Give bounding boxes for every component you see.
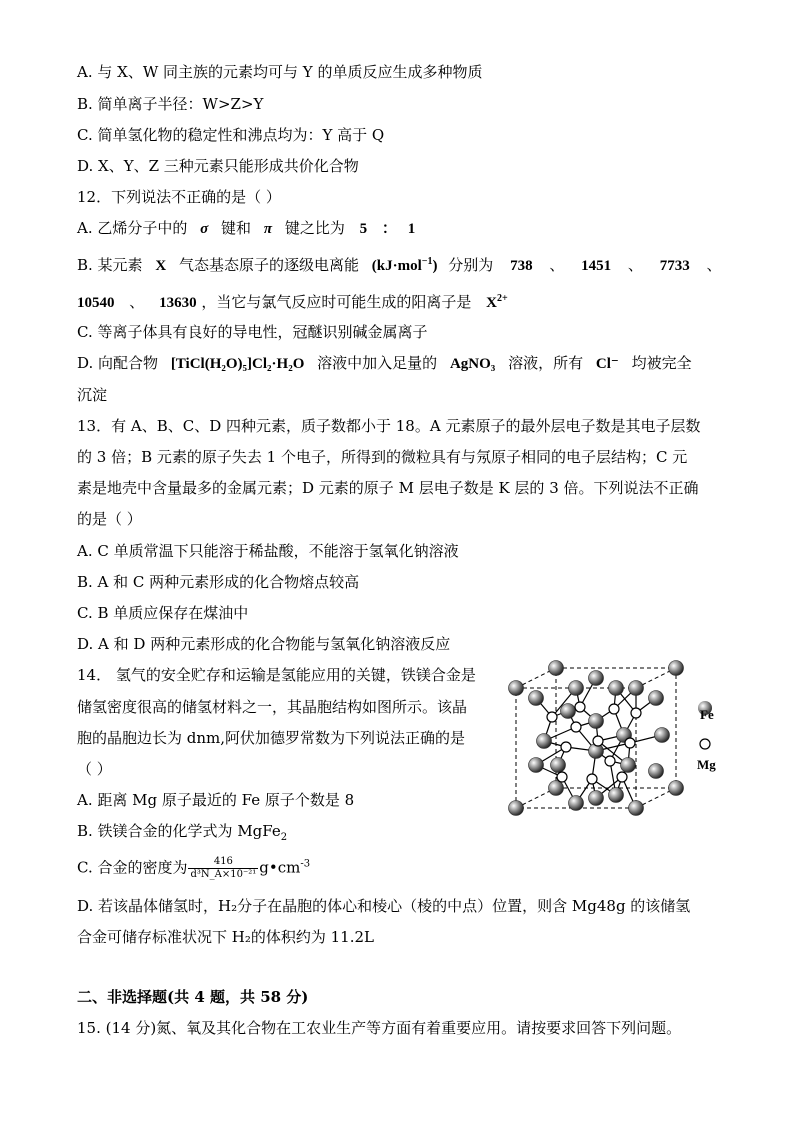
q14-option-c: C. 合金的密度为 $\frac{416}{\text{d³N\_A×10⁻²¹}}$ $g•cm^{-3}$ [77, 856, 311, 880]
q13-stem-line4: 的是（ ） [77, 510, 142, 528]
q11-option-d: D. X、Y、Z 三种元素只能形成共价化合物 [77, 157, 359, 175]
fe-atom [589, 671, 604, 686]
mg-atom [557, 772, 567, 782]
q13-option-a: A. C 单质常温下只能溶于稀盐酸，不能溶于氢氧化钠溶液 [77, 542, 459, 560]
q13-option-b: B. A 和 C 两种元素形成的化合物熔点较高 [77, 573, 360, 591]
q14-option-a: A. 距离 Mg 原子最近的 Fe 原子个数是 8 [77, 791, 355, 809]
q12-option-b-line1: B. 某元素 X 气态基态原子的逐级电离能 (kJ·mol$^{-1}$) 分别为 738 、 1451 、 7733 、 [77, 256, 722, 274]
fe-atom [569, 681, 584, 696]
fe-atom [649, 691, 664, 706]
fe-atom [561, 704, 576, 719]
q12-option-b-line2: 10540 、 13630 ，当它与氯气反应时可能生成的阳离子是 $X^{2+}$ [77, 293, 508, 311]
mg-atom [609, 704, 619, 714]
q14-option-b: B. 铁镁合金的化学式为 MgFe$_2$ [77, 822, 288, 843]
q12-option-a: A. 乙烯分子中的 σ 键和 π 键之比为 5 ： 1 [77, 219, 416, 237]
q14-stem-line2: 储氢密度很高的储氢材料之一，其晶胞结构如图所示。该晶 [77, 698, 468, 716]
fe-atom [549, 781, 564, 796]
mg-atom [617, 772, 627, 782]
sigma-symbol: σ [200, 221, 209, 237]
fe-atom [549, 661, 564, 676]
fe-atom [609, 681, 624, 696]
fe-atom [551, 758, 566, 773]
q12-stem: 12．下列说法不正确的是（ ） [77, 188, 281, 206]
fe-atom [509, 801, 524, 816]
mg-atom [605, 756, 615, 766]
fe-atom [629, 681, 644, 696]
mg-atom [587, 774, 597, 784]
crystal-cell-diagram [502, 655, 702, 825]
q13-option-d: D. A 和 D 两种元素形成的化合物能与氢氧化钠溶液反应 [77, 635, 451, 653]
fe-atom [629, 801, 644, 816]
q12-option-c: C. 等离子体具有良好的导电性，冠醚识别碱金属离子 [77, 323, 428, 341]
q13-stem-line3: 素是地壳中含量最多的金属元素；D 元素的原子 M 层电子数是 K 层的 3 倍。下列说法不正确 [77, 479, 699, 497]
fe-atom [609, 788, 624, 803]
q14-option-d-line2: 合金可储存标准状况下 H₂的体积约为 11.2L [77, 928, 374, 946]
q13-stem-line2: 的 3 倍；B 元素的原子失去 1 个电子，所得到的微粒具有与氖原子相同的电子层结构；C 元 [77, 448, 688, 466]
density-fraction: $\frac{416}{\text{d³N\_A×10⁻²¹}}$ [190, 856, 257, 880]
q11-option-a: A. 与 X、W 同主族的元素均可与 Y 的单质反应生成多种物质 [77, 63, 483, 81]
fe-atom [569, 796, 584, 811]
fe-atom [621, 758, 636, 773]
q15-stem: 15. (14 分)氮、氧及其化合物在工农业生产等方面有着重要应用。请按要求回答下列问题。 [77, 1019, 682, 1037]
mg-atom [547, 712, 557, 722]
q14-stem-line4: （ ） [77, 760, 112, 778]
q14-stem-line1: 14． 氢气的安全贮存和运输是氢能应用的关键，铁镁合金是 [77, 666, 476, 684]
fe-atom [655, 728, 670, 743]
mg-legend-label: Mg [697, 757, 716, 772]
fe-atom [529, 758, 544, 773]
fe-atom [509, 681, 524, 696]
mg-atom [561, 742, 571, 752]
mg-atom [593, 736, 603, 746]
q14-option-d-line1: D. 若该晶体储氢时，H₂分子在晶胞的体心和棱心（棱的中点）位置，则含 Mg48g 的该储氢 [77, 897, 691, 915]
pi-symbol: π [263, 221, 273, 237]
mg-legend-atom [699, 738, 711, 754]
mg-atom [575, 702, 585, 712]
fe-atom [537, 734, 552, 749]
fe-legend-label: Fe [700, 707, 714, 722]
q12-option-d-line2: 沉淀 [77, 386, 108, 404]
q12-option-d-line1: D. 向配合物 [TiCl(H₂O)₅]Cl₂·H₂O 溶液中加入足量的 AgNO₃ 溶液，所有 Cl⁻ 均被完全 [77, 354, 692, 372]
fe-atom [589, 714, 604, 729]
q11-option-b: B. 简单离子半径：W>Z>Y [77, 95, 264, 113]
mg-atom [631, 708, 641, 718]
q13-stem-line1: 13．有 A、B、C、D 四种元素，质子数都小于 18。A 元素原子的最外层电子数是其电子层数 [77, 417, 701, 435]
complex-formula: [TiCl(H₂O)₅]Cl₂·H₂O [170, 356, 305, 372]
q14-stem-line3: 胞的晶胞边长为 dnm,阿伏加德罗常数为下列说法正确的是 [77, 729, 466, 747]
mg-atom [625, 738, 635, 748]
fe-atom [529, 691, 544, 706]
section-heading: 二、非选择题(共 4 题，共 58 分) [77, 988, 309, 1006]
fe-atom [649, 764, 664, 779]
q13-option-c: C. B 单质应保存在煤油中 [77, 604, 249, 622]
fe-atom [669, 661, 684, 676]
fe-atom [589, 791, 604, 806]
fe-atom [669, 781, 684, 796]
mg-atom [571, 722, 581, 732]
q11-option-c: C. 简单氢化物的稳定性和沸点均为：Y 高于 Q [77, 126, 385, 144]
